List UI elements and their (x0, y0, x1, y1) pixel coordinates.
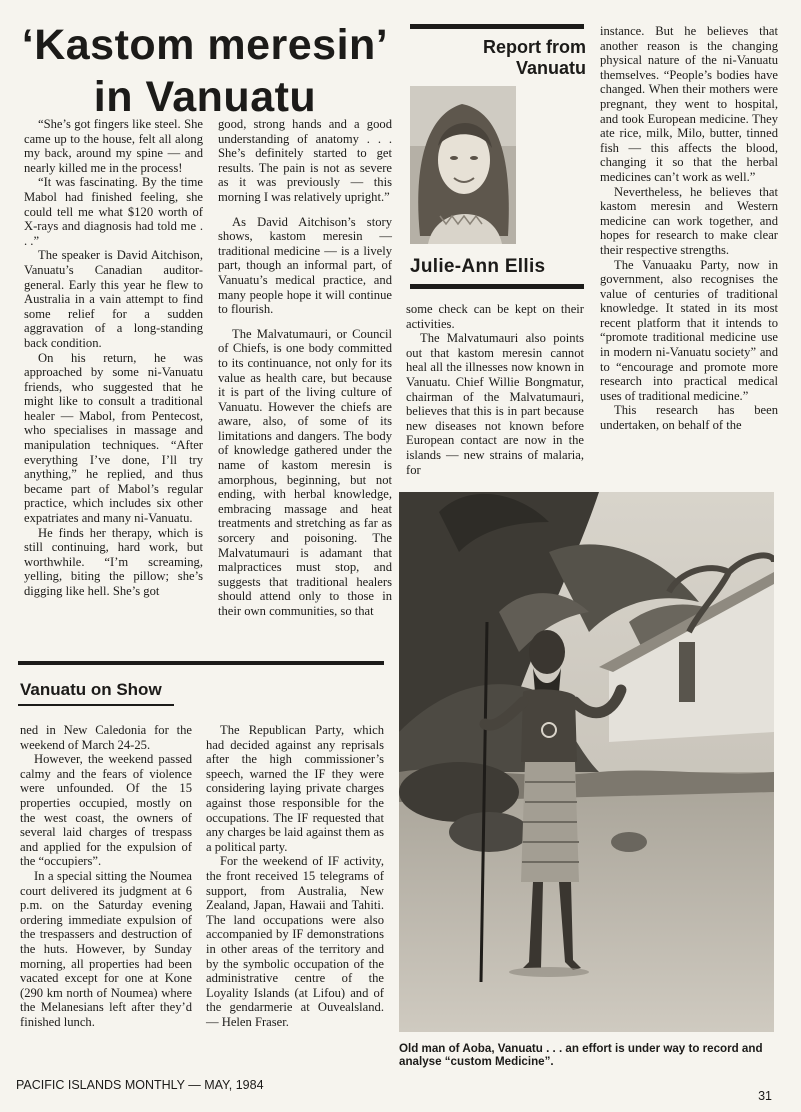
page-number: 31 (758, 1089, 772, 1103)
paragraph: some check can be kept on their activities. (406, 302, 584, 331)
paragraph: “It was fascinating. By the time Mabol had finished feeling, she could tell me what $120 worth of X-rays and diagnosis had told me . . .” (24, 175, 203, 248)
headline-line-2: in Vanuatu (93, 73, 317, 121)
byline-rule (410, 284, 584, 289)
paragraph: On his return, he was approached by some ni-Vanuatu friends, who suggested that he might like to consult a traditional healer — Mabol, from Pentecost, who specialises in massage and manipulation techniques. “After everything I’ve done, I’ll try anything,” he replied, and thus became part of Mabol’s regular practice, which includes six other expatriates and many ni-Vanuatu. (24, 350, 203, 526)
paragraph: ned in New Caledonia for the weekend of March 24-25. (20, 723, 192, 752)
paragraph: This research has been undertaken, on behalf of the (600, 403, 778, 433)
paragraph: good, strong hands and a good understanding of anatomy . . . She’s definitely started to get results. The pain is not as severe as it was previously — this morning I was relatively upright.” (218, 117, 392, 204)
article-column-3 (406, 302, 584, 477)
show-column-2 (206, 723, 384, 1029)
article-column-2 (218, 117, 392, 619)
paragraph: The Malvatumauri also points out that kastom meresin cannot heal all the illnesses now known in Vanuatu. Chief Willie Bongmatur, chairman of the Malvatumauri, believes that this is in part because new diseases not known before European contact are now in the islands — new strains of malaria, for (406, 331, 584, 477)
report-top-rule (410, 24, 584, 29)
section-heading-underline (18, 704, 174, 706)
paragraph: For the weekend of IF activity, the front received 15 telegrams of support, from Australia, New Zealand, Japan, Hawaii and Tahiti. The land occupations were also accompanied by IF demonstrations in other areas of the territory and by the symbolic occupation of the administrative centre of the Loyality Islands (at Lifou) and of the gendarmerie at Ouvealsland. — Helen Fraser. (206, 854, 384, 1029)
article-column-1 (24, 117, 203, 599)
report-from-label (410, 37, 586, 79)
paragraph: Nevertheless, he believes that kastom meresin and Western medicine can work together, and hopes for research to make clear their respective strengths. (600, 184, 778, 257)
paragraph: The speaker is David Aitchison, Vanuatu’s Canadian auditor-general. Early this year he flew to Australia in a vain attempt to find some relief for a sudden aggravation of a long-standing back condition. (24, 248, 203, 350)
paragraph: “She’s got fingers like steel. She came up to the house, felt all along my back, around my spine — and nearly killed me in the process! (24, 117, 203, 175)
paragraph: The Republican Party, which had decided against any reprisals after the high commissioner’s speech, warned the IF they were considering laying private charges against those responsible for the occupations. The IF requested that any charges be laid against them as a political party. (206, 723, 384, 854)
show-column-1 (20, 723, 192, 1029)
paragraph: As David Aitchison’s story shows, kastom meresin — traditional medicine — is a lively part, though an informal part, of Vanuatu’s medical practice, and many people hope it will continue to flourish. (218, 214, 392, 317)
main-photo (399, 492, 774, 1032)
old-man-photo-image (399, 492, 774, 1032)
article-column-4 (600, 24, 778, 433)
section-heading: Vanuatu on Show (20, 680, 162, 699)
paragraph: The Vanuaaku Party, now in government, also recognises the value of centuries of traditional knowledge. It stated in its most recent platform that it intends to “promote traditional medicine use in modern ni-Vanuatu society” and to “encourage and promote more research into practical medical uses of traditional medicine.” (600, 257, 778, 403)
photo-caption: Old man of Aoba, Vanuatu . . . an effort is under way to record and analyse “custom Medicine”. (399, 1042, 763, 1068)
headline-line-1: ‘Kastom meresin’ (21, 21, 389, 69)
section-divider-rule (18, 661, 384, 665)
footer-publication: PACIFIC ISLANDS MONTHLY — MAY, 1984 (16, 1078, 264, 1092)
paragraph: However, the weekend passed calmy and the fears of violence were unfounded. Of the 15 properties occupied, mostly on the west coast, the owners of several laid charges of trespass and applied for the expulsion of the “occupiers”. (20, 752, 192, 869)
report-label-line-1: Report from (483, 37, 586, 57)
report-label-line-2: Vanuatu (515, 58, 586, 78)
paragraph: In a special sitting the Noumea court delivered its judgment at 6 p.m. on the Saturday evening ordering immediate expulsion of the trespassers and destruction of the huts. However, by Sunday morning, all properties had been vacated except for one at Kone (290 km north of Noumea) where the Melanesians left after they’d finished lunch. (20, 868, 192, 1029)
author-photo (410, 86, 516, 244)
paragraph: The Malvatumauri, or Council of Chiefs, is one body committed to its continuance, not only for its value as health care, but because it is part of the living culture of Vanuatu. However the chiefs are aware, also, of some of its limitations and dangers. The body of knowledge gathered under the name of kastom meresin is amorphous, beginning, but not ending, with herbal knowledge, embracing massage and heat treatments and stretching as far as sorcery and poisoning. The Malvatumauri is adamant that malpractices must stop, and suggests that traditional healers should attend only to those in their own communities, so that (218, 326, 392, 618)
paragraph: instance. But he believes that another reason is the changing physical nature of the ni-Vanuatu themselves. “People’s bodies have changed. When their mothers were pregnant, they went to hospital, and took European medicine. They ate rice, milk, Milo, butter, tinned fish — this affects the blood, changing it so that the herbal medicines can’t work as well.” (600, 24, 778, 184)
byline: Julie-Ann Ellis (410, 256, 546, 277)
author-portrait-image (410, 86, 516, 244)
paragraph: He finds her therapy, which is still continuing, hard work, but worthwhile. “I’m screaming, yelling, biting the pillow; she’s digging like hell. She’s got (24, 525, 203, 598)
article-headline (16, 22, 394, 120)
